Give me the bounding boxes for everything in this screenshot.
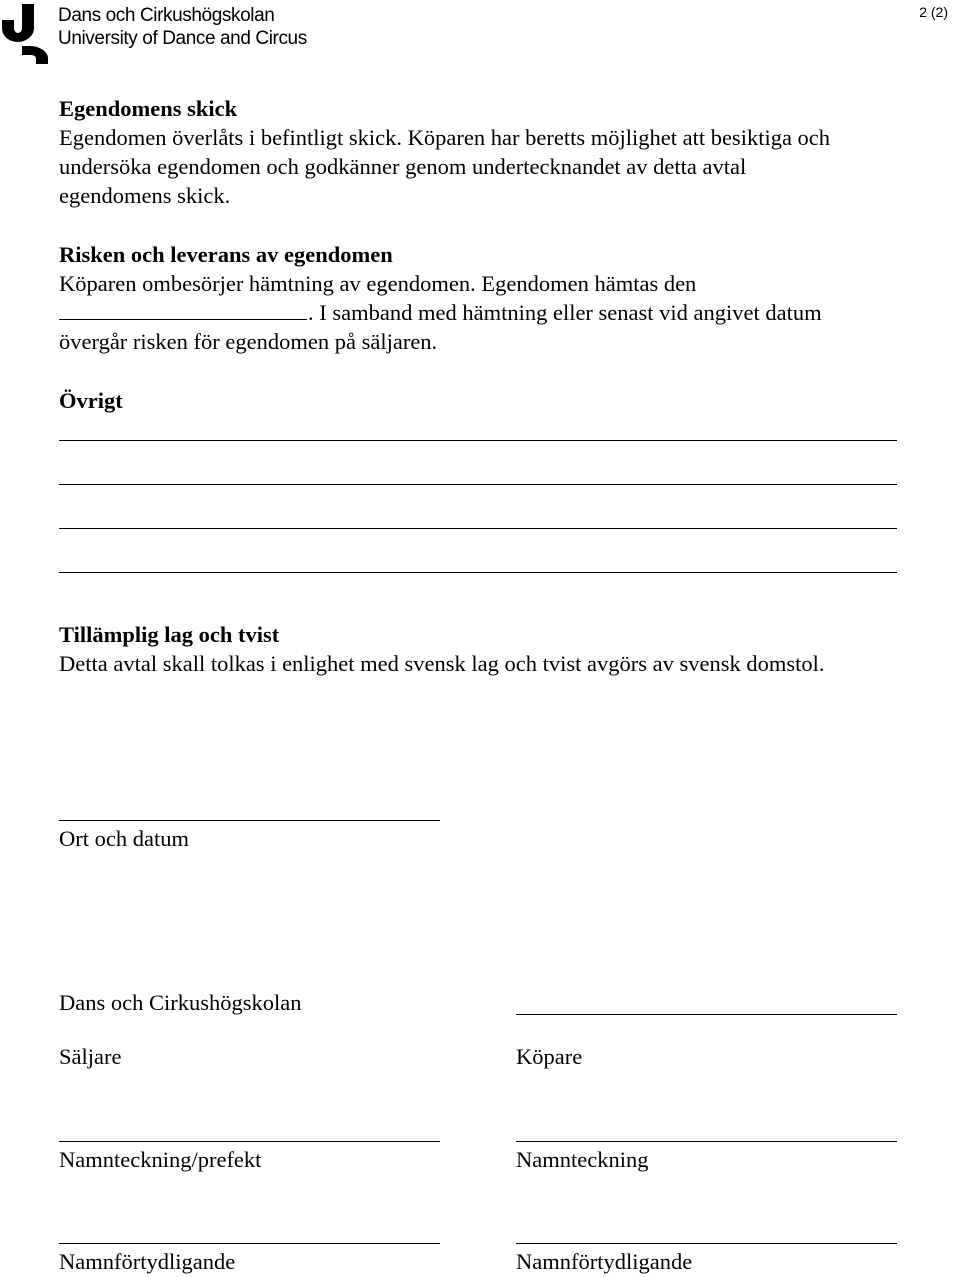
condition-text-line-1: Egendomen överlåts i befintligt skick. Köparen har beretts möjlighet att besiktiga och	[59, 125, 831, 150]
place-date-label: Ort och datum	[59, 826, 189, 851]
other-line-2[interactable]	[59, 484, 897, 485]
buyer-signature-line[interactable]	[516, 1141, 897, 1142]
organization-name	[58, 4, 307, 50]
buyer-label: Köpare	[516, 1044, 583, 1069]
seller-organization: Dans och Cirkushögskolan	[59, 990, 302, 1015]
risk-text-line-1: Köparen ombesörjer hämtning av egendomen. Egendomen hämtas den	[59, 271, 697, 296]
risk-text-line-3: övergår risken för egendomen på säljaren.	[59, 329, 438, 354]
seller-label: Säljare	[59, 1044, 122, 1069]
pickup-date-field[interactable]	[59, 299, 307, 320]
buyer-name-line[interactable]	[516, 1014, 897, 1015]
university-logo-icon	[0, 2, 50, 64]
page-number: 2 (2)	[919, 4, 948, 20]
condition-text-line-3: egendomens skick.	[59, 183, 231, 208]
risk-heading: Risken och leverans av egendomen	[59, 242, 393, 267]
seller-signature-label: Namnteckning/prefekt	[59, 1147, 262, 1172]
organization-name-english: University of Dance and Circus	[58, 28, 307, 49]
condition-heading: Egendomens skick	[59, 96, 238, 121]
other-line-3[interactable]	[59, 528, 897, 529]
seller-name-clarification-label: Namnförtydligande	[59, 1249, 236, 1274]
condition-text-line-2: undersöka egendomen och godkänner genom undertecknandet av detta avtal	[59, 154, 747, 179]
other-heading: Övrigt	[59, 388, 123, 413]
risk-text-line-2	[59, 298, 822, 327]
law-heading: Tillämplig lag och tvist	[59, 622, 280, 647]
other-line-1[interactable]	[59, 440, 897, 441]
risk-text-line-2-text: . I samband med hämtning eller senast vid angivet datum	[308, 300, 822, 325]
seller-signature-line[interactable]	[59, 1141, 440, 1142]
organization-name-swedish: Dans och Cirkushögskolan	[58, 5, 275, 26]
seller-name-clarification-line[interactable]	[59, 1243, 440, 1244]
other-line-4[interactable]	[59, 572, 897, 573]
buyer-name-clarification-label: Namnförtydligande	[516, 1249, 693, 1274]
buyer-name-clarification-line[interactable]	[516, 1243, 897, 1244]
place-date-line[interactable]	[59, 820, 440, 821]
law-text-line-1: Detta avtal skall tolkas i enlighet med svensk lag och tvist avgörs av svensk domstol.	[59, 651, 825, 676]
buyer-signature-label: Namnteckning	[516, 1147, 649, 1172]
